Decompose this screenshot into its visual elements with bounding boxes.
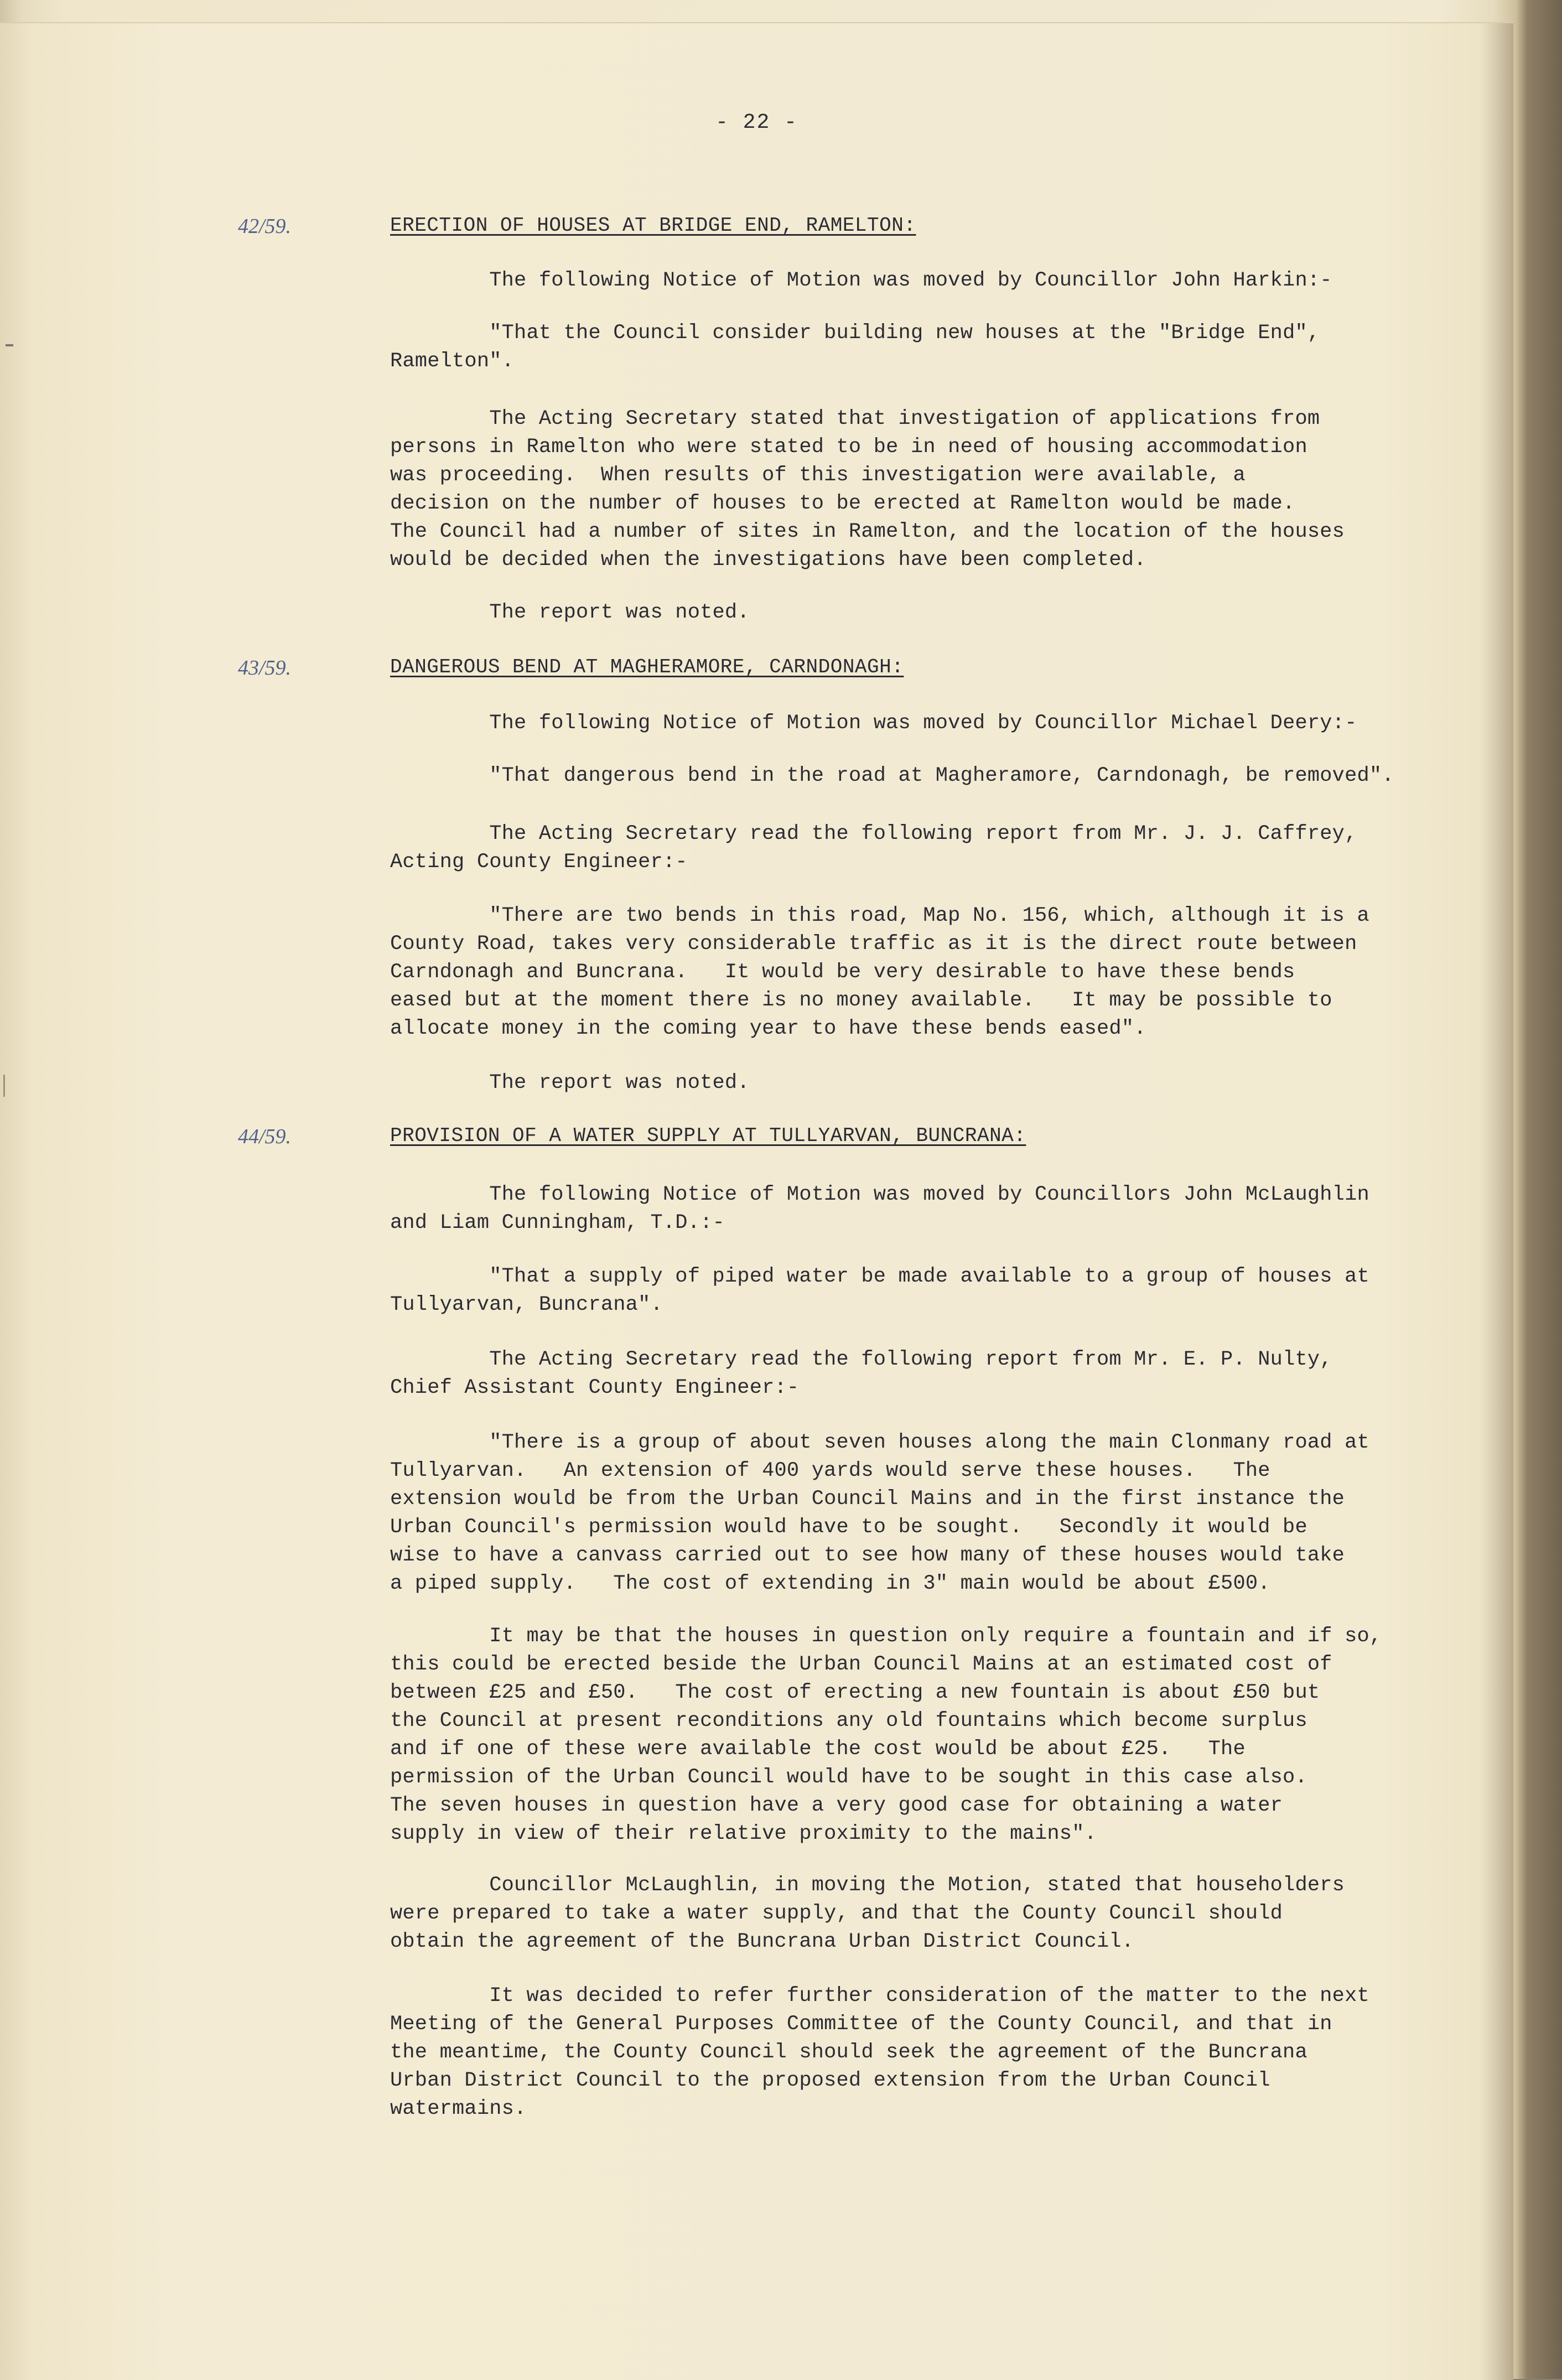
paragraph: "That dangerous bend in the road at Magheramore, Carndonagh, be removed".	[390, 764, 1394, 787]
paragraph: The following Notice of Motion was moved by Councillor John Harkin:-	[390, 269, 1332, 292]
paragraph: The following Notice of Motion was moved by Councillors John McLaughlin and Liam Cunningham, T.D.:-	[390, 1183, 1369, 1235]
paragraph: "That a supply of piped water be made available to a group of houses at Tullyarvan, Buncrana".	[390, 1265, 1369, 1316]
item-heading: ERECTION OF HOUSES AT BRIDGE END, RAMELTON:	[390, 214, 916, 237]
item-heading: DANGEROUS BEND AT MAGHERAMORE, CARNDONAGH:	[390, 656, 904, 678]
margin-mark	[6, 344, 13, 346]
page-edge-shadow	[1480, 23, 1513, 2380]
paragraph: "That the Council consider building new houses at the "Bridge End", Ramelton".	[390, 322, 1320, 373]
paragraph: The following Notice of Motion was moved by Councillor Michael Deery:-	[390, 712, 1357, 735]
item-heading: PROVISION OF A WATER SUPPLY AT TULLYARVAN, BUNCRANA:	[390, 1124, 1026, 1147]
minute-number: 42/59.	[238, 215, 292, 238]
paragraph: It was decided to refer further consideration of the matter to the next Meeting of the General Purposes Committee of the County Council, and that in the meantime, the County Council should seek the agreement of the Buncrana Urban District Council to the proposed extension from the Urban Council watermains.	[390, 1984, 1369, 2120]
paragraph: It may be that the houses in question only require a fountain and if so, this could be erected beside the Urban Council Mains at an estimated cost of between £25 and £50. The cost of erecting a new fountain is about £50 but the Council at present reconditions any old fountains which become surplus and if one of these were available the cost would be about £25. The permission of the Urban Council would have to be sought in this case also. The seven houses in question have a very good case for obtaining a water supply in view of their relative proximity to the mains".	[390, 1625, 1382, 1845]
paragraph: "There is a group of about seven houses along the main Clonmany road at Tullyarvan. An extension of 400 yards would serve these houses. The extension would be from the Urban Council Mains and in the first instance the Urban Council's permission would have to be sought. Secondly it would be wise to have a canvass carried out to see how many of these houses would take a piped supply. The cost of extending in 3" main would be about £500.	[390, 1431, 1369, 1595]
paragraph: The report was noted.	[390, 1071, 750, 1095]
document-page	[0, 22, 1513, 2380]
margin-mark	[3, 1075, 5, 1097]
minute-number: 43/59.	[238, 656, 292, 680]
minute-number: 44/59.	[238, 1125, 292, 1148]
paragraph: The Acting Secretary stated that investigation of applications from persons in Ramelton who were stated to be in need of housing accommodation was proceeding. When results of this investigation were available, a decision on the number of houses to be erected at Ramelton would be made. The Council had a number of sites in Ramelton, and the location of the houses would be decided when the investigations have been completed.	[390, 407, 1345, 572]
paragraph: Councillor McLaughlin, in moving the Motion, stated that householders were prepared to take a water supply, and that the County Council should obtain the agreement of the Buncrana Urban District Council.	[390, 1874, 1345, 1953]
paragraph: "There are two bends in this road, Map No. 156, which, although it is a County Road, takes very considerable traffic as it is the direct route between Carndonagh and Buncrana. It would be very desirable to have these bends eased but at the moment there is no money available. It may be possible to allocate money in the coming year to have these bends eased".	[390, 904, 1369, 1040]
paragraph: The Acting Secretary read the following report from Mr. E. P. Nulty, Chief Assistant County Engineer:-	[390, 1348, 1332, 1399]
page-number: - 22 -	[715, 111, 798, 134]
paragraph: The Acting Secretary read the following report from Mr. J. J. Caffrey, Acting County Engineer:-	[390, 822, 1357, 874]
paragraph: The report was noted.	[390, 601, 750, 624]
